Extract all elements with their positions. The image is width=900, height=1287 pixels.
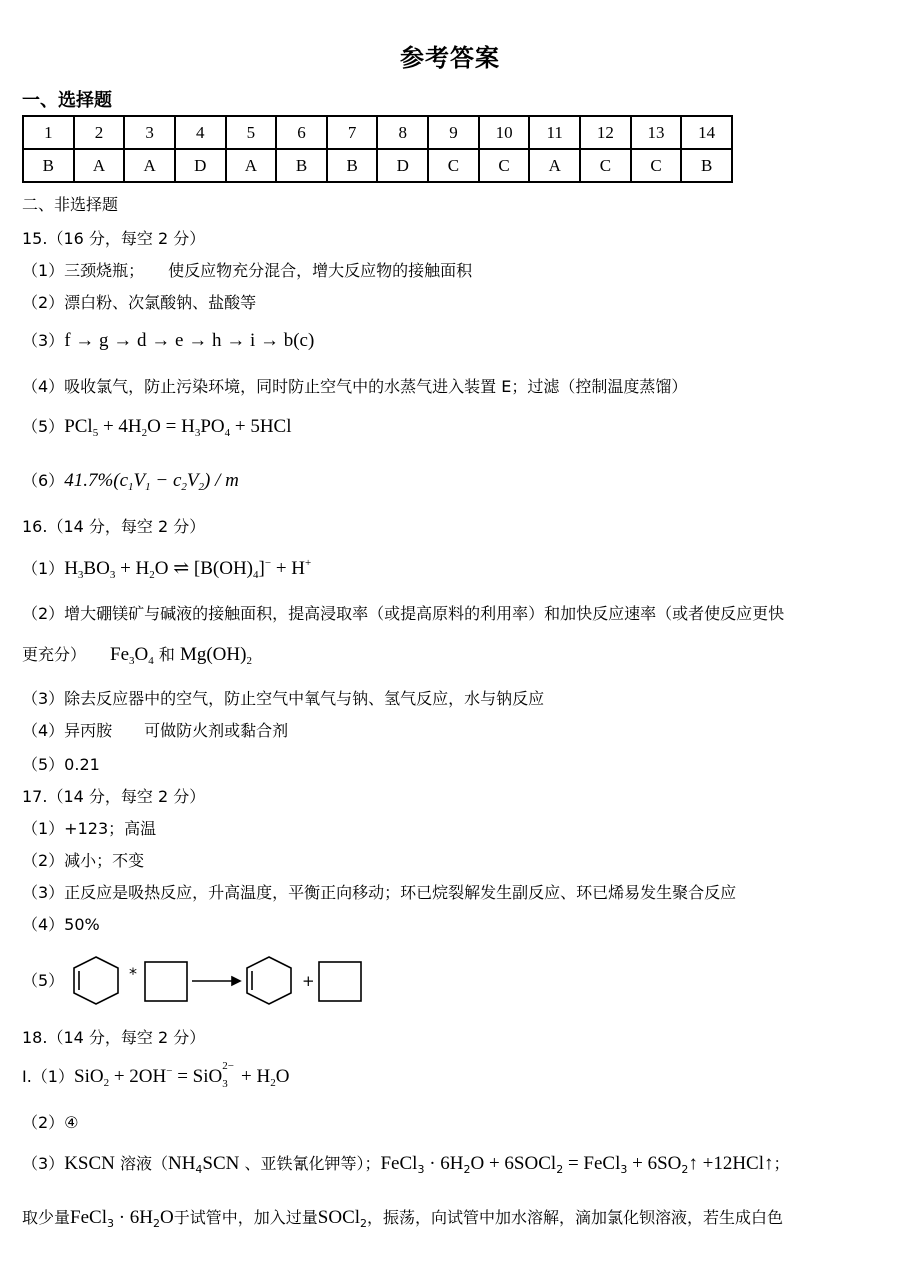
q15-answer-2: （2）漂白粉、次氯酸钠、盐酸等 [22, 293, 257, 312]
eq-part: = FeCl [563, 1153, 621, 1174]
q15-answer-5-equation [64, 416, 291, 437]
answer-row [23, 149, 732, 182]
q17-answer-1: （1）+123；高温 [22, 819, 157, 838]
eq-part: O [160, 1207, 174, 1228]
q17-reaction-scheme [68, 955, 368, 1007]
eq-sub: 4 [195, 1163, 203, 1176]
eq-part: O ⇌ [B(OH) [154, 558, 254, 579]
eq-part: ) / m [204, 470, 239, 491]
page-title: 参考答案 [400, 44, 500, 72]
text-part: ，振荡，向试管中加水溶解，滴加氯化钡溶液，若生成白色 [367, 1208, 784, 1227]
eq-part: 溶液（ [114, 1154, 168, 1173]
eq-part: · 6H [113, 1207, 154, 1228]
eq-part: + H [115, 558, 150, 579]
q16-answer-2: （2）增大硼镁矿与碱液的接触面积，提高浸取率（或提高原料的利用率）和加快反应速率（或者使反应更快 [22, 604, 785, 623]
eq-sub: 3 [109, 569, 116, 581]
q17-answer-3: （3）正反应是吸热反应，升高温度，平衡正向移动；环已烷裂解发生副反应、环已烯易发生聚合反应 [22, 883, 737, 902]
eq-part: O [134, 644, 149, 665]
cyclobutane-product-structure [319, 962, 361, 1001]
eq-part: V [186, 470, 199, 491]
answer-cell: B [681, 149, 732, 182]
eq-sub: 1 [145, 481, 151, 493]
eq-sub: 4 [148, 655, 154, 667]
eq-part: 41.7%(c [64, 470, 129, 491]
q16-answer-3: （3）除去反应器中的空气，防止空气中氧气与钠、氢气反应，水与钠反应 [22, 689, 545, 708]
question-number-cell: 7 [327, 116, 378, 149]
q16-answer-2-formula [110, 644, 252, 665]
eq-sub: 2 [556, 1163, 564, 1176]
question-number-cell: 10 [479, 116, 530, 149]
q15-answer-5 [22, 414, 292, 439]
q17-answer-5-label: （5） [22, 971, 65, 990]
eq-sub: 3 [77, 569, 84, 581]
eq-part: ； [773, 1154, 790, 1173]
q15-answer-1: （1）三颈烧瓶； 使反应物充分混合，增大反应物的接触面积 [22, 261, 473, 280]
eq-sub: 2 [246, 655, 252, 667]
eq-sub: 3 [417, 1163, 425, 1176]
eq-part: NH [167, 1153, 196, 1174]
eq-part: FeCl [70, 1207, 107, 1228]
eq-sub: 2 [681, 1163, 689, 1176]
eq-part: SiO [74, 1066, 104, 1087]
eq-sub: 2 [198, 481, 205, 493]
eq-part: FeCl [380, 1153, 418, 1174]
q18-answer-2: （2）④ [22, 1113, 79, 1132]
question-number-cell: 13 [631, 116, 682, 149]
eq-part: = SiO [172, 1066, 223, 1087]
eq-part: Fe [110, 644, 130, 665]
q15-answer-3-label: （3） [22, 331, 65, 350]
eq-part: − c [150, 470, 182, 491]
eq-part: 、亚铁氰化钾等）； [239, 1154, 381, 1173]
question-number-cell: 3 [124, 116, 175, 149]
scheme-plus: + [302, 972, 315, 990]
q18-header: 18.（14 分，每空 2 分） [22, 1028, 206, 1047]
eq-part: + 6SO [627, 1153, 682, 1174]
eq-sub: 4 [253, 569, 259, 581]
answer-cell: A [74, 149, 125, 182]
question-number-cell: 5 [226, 116, 277, 149]
q18-answer-1 [22, 1060, 290, 1090]
answer-cell: B [327, 149, 378, 182]
q15-answer-3-formula: f → g → d → e → h → i → b(c) [64, 330, 315, 351]
answer-cell: C [479, 149, 530, 182]
answer-cell: C [428, 149, 479, 182]
answer-cell: C [631, 149, 682, 182]
eq-part: 和 [153, 645, 180, 664]
answer-cell: A [529, 149, 580, 182]
cyclobutane-structure [145, 962, 187, 1001]
answer-cell: B [276, 149, 327, 182]
q16-answer-1 [22, 556, 311, 581]
question-number-cell: 11 [529, 116, 580, 149]
answer-cell: D [175, 149, 226, 182]
q16-answer-2-cont [22, 642, 252, 667]
question-number-cell: 1 [23, 116, 74, 149]
q18-answer-3-label: （3） [22, 1154, 65, 1173]
q16-answer-4: （4）异丙胺 可做防火剂或黏合剂 [22, 721, 289, 740]
q15-answer-6-formula [64, 470, 239, 491]
eq-part: + 5HCl [230, 416, 292, 437]
eq-sub: 2 [270, 1077, 276, 1089]
eq-part: PO [200, 416, 225, 437]
eq-part: SCN [202, 1153, 240, 1174]
eq-sub: 3 [620, 1163, 628, 1176]
question-number-cell: 14 [681, 116, 732, 149]
eq-part: + 2OH [109, 1066, 167, 1087]
q18-answer-3 [22, 1151, 790, 1176]
eq-sup: − [166, 1065, 173, 1077]
q16-answer-1-equation [64, 558, 311, 579]
eq-part: SOCl [317, 1207, 361, 1228]
eq-part: O = H [147, 416, 195, 437]
eq-sub: 2 [149, 569, 155, 581]
q17-answer-4: （4）50% [22, 915, 100, 934]
eq-sub: 2 [360, 1217, 368, 1230]
q16-header: 16.（14 分，每空 2 分） [22, 517, 206, 536]
answer-cell: C [580, 149, 631, 182]
eq-sub: 1 [128, 481, 134, 493]
eq-part: + 4H [98, 416, 142, 437]
section-heading-choice: 一、选择题 [22, 90, 112, 111]
eq-sub: 4 [224, 427, 231, 439]
eq-sub: 2 [181, 481, 187, 493]
answer-table [22, 115, 733, 183]
text-part: 于试管中，加入过量 [173, 1208, 318, 1227]
q15-answer-6 [22, 468, 239, 493]
answer-cell: A [124, 149, 175, 182]
eq-sub: 2 [103, 1077, 110, 1089]
q17-header: 17.（14 分，每空 2 分） [22, 787, 206, 806]
eq-part: ↑ +12HCl↑ [688, 1153, 774, 1174]
text-part: 取少量 [22, 1208, 71, 1227]
scheme-asterisk: * [129, 964, 137, 983]
cyclohexene-product-structure [247, 957, 291, 1004]
eq-part: ] [258, 558, 265, 579]
q17-answer-2: （2）减小；不变 [22, 851, 145, 870]
question-number-cell: 8 [377, 116, 428, 149]
eq-sup: − [264, 557, 272, 569]
question-number-cell: 9 [428, 116, 479, 149]
eq-sub: 2 [141, 427, 148, 439]
eq-part: BO [83, 558, 110, 579]
eq-part: H [64, 558, 78, 579]
eq-part: + H [236, 1066, 271, 1087]
eq-part: PCl [64, 416, 93, 437]
eq-sub: 3 [129, 655, 135, 667]
eq-part: Mg(OH) [179, 644, 247, 665]
eq-part: + H [271, 558, 305, 579]
q16-answer-5: （5）0.21 [22, 755, 100, 774]
q15-answer-3 [22, 328, 314, 352]
q18-answer-3-cont [22, 1205, 783, 1230]
question-number-row [23, 116, 732, 149]
q18-answer-1-label: Ⅰ.（1） [22, 1067, 74, 1086]
question-number-cell: 4 [175, 116, 226, 149]
q16-answer-2-cont-text: 更充分） [22, 645, 111, 664]
question-number-cell: 12 [580, 116, 631, 149]
eq-sub: 2 [153, 1217, 161, 1230]
q18-answer-1-equation [74, 1060, 290, 1090]
answer-cell: A [226, 149, 277, 182]
q15-answer-4: （4）吸收氯气，防止污染环境，同时防止空气中的水蒸气进入装置 E；过滤（控制温度蒸馏） [22, 377, 688, 396]
question-number-cell: 2 [74, 116, 125, 149]
q15-answer-5-label: （5） [22, 417, 65, 436]
eq-sup: 2− [222, 1060, 234, 1072]
cyclohexene-structure [74, 957, 118, 1004]
answer-cell: B [23, 149, 74, 182]
eq-sub: 3 [194, 427, 201, 439]
answer-cell: D [377, 149, 428, 182]
eq-part: O [275, 1066, 290, 1087]
q15-answer-6-label: （6） [22, 471, 65, 490]
eq-part: · 6H [424, 1153, 464, 1174]
eq-sup: + [305, 557, 312, 569]
q16-answer-1-label: （1） [22, 559, 65, 578]
question-number-cell: 6 [276, 116, 327, 149]
eq-part: V [133, 470, 146, 491]
eq-part: O + 6SOCl [470, 1153, 557, 1174]
eq-sub: 3 [222, 1078, 228, 1090]
q15-header: 15.（16 分，每空 2 分） [22, 229, 206, 248]
eq-sub: 3 [106, 1217, 114, 1230]
eq-sub: 5 [92, 427, 99, 439]
eq-sub: 2 [463, 1163, 471, 1176]
eq-part: KSCN [64, 1153, 115, 1174]
section-heading-nonchoice: 二、非选择题 [22, 195, 119, 214]
